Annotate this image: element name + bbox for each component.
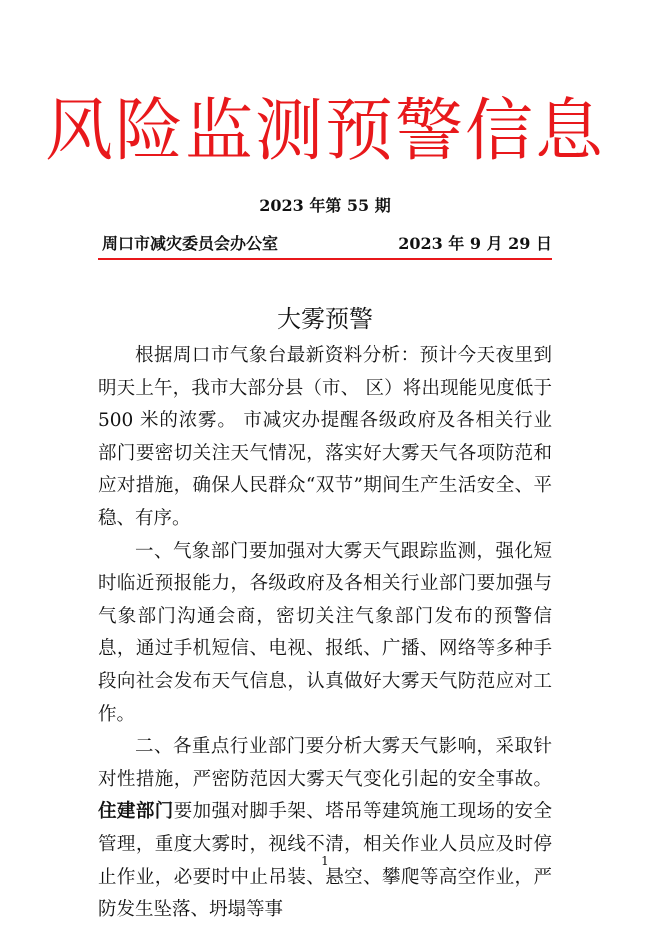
highlight-department: 住建部门	[98, 801, 174, 823]
issuing-office: 周口市减灾委员会办公室	[102, 234, 279, 253]
paragraph-intro: 根据周口市气象台最新资料分析：预计今天夜里到明天上午，我市大部分县（市、 区）将出现能见度低于 500 米的浓雾。 市减灾办提醒各级政府及各相关行业部门要密切关注天气情况，落实好大雾天气各项防范和应对措施，确保人民群众“双节”期间生产生活安全、平稳、有序。	[98, 345, 552, 529]
issuer-row	[98, 233, 552, 255]
document-body	[98, 340, 552, 927]
red-divider-line	[98, 258, 552, 260]
document-title: 大雾预警	[277, 305, 373, 334]
paragraph-item-2-rest: 要加强对脚手架、塔吊等建筑施工现场的安全管理，重度大雾时，视线不清，相关作业人员应及时停止作业，必要时中止吊装、悬空、攀爬等高空作业，严防发生坠落、坍塌等事	[98, 801, 552, 921]
paragraph-item-1: 一、气象部门要加强对大雾天气跟踪监测，强化短时临近预报能力，各级政府及各相关行业部门要加强与气象部门沟通会商，密切关注气象部门发布的预警信息，通过手机短信、电视、报纸、广播、网络等多种手段向社会发布天气信息，认真做好大雾天气防范应对工作。	[98, 540, 552, 725]
issue-number: 2023 年第 55 期	[259, 196, 391, 215]
page-number: 1	[321, 854, 329, 868]
paragraph-item-2	[98, 731, 552, 927]
issue-date: 2023 年 9 月 29 日	[398, 234, 552, 253]
paragraph-item-2-lead: 二、各重点行业部门要分析大雾天气影响，采取针对性措施，严密防范因大雾天气变化引起的安全事故。	[98, 736, 552, 790]
masthead-title: 风险监测预警信息	[44, 92, 605, 171]
